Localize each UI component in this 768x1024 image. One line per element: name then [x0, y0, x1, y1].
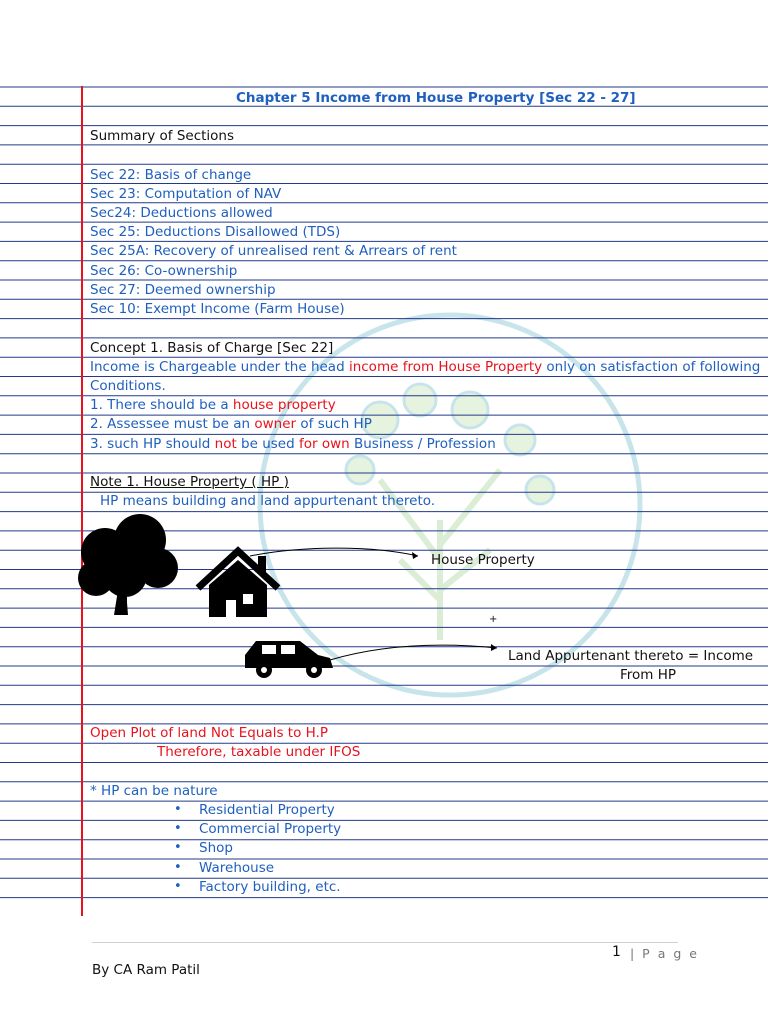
plus-marker: + — [489, 614, 498, 625]
note-text: HP means building and land appurtenant thereto. — [100, 493, 436, 509]
open-plot-line-1: Open Plot of land Not Equals to H.P — [90, 725, 328, 741]
page-number: 1 — [612, 944, 621, 960]
land-label-2: From HP — [620, 667, 677, 683]
section-item: Sec 25A: Recovery of unrealised rent & Arrears of rent — [90, 243, 457, 259]
nature-item: Factory building, etc. — [199, 879, 341, 895]
section-item: Sec 23: Computation of NAV — [90, 186, 282, 202]
condition-1: 1. There should be a house property — [90, 397, 336, 413]
bullet-icon: • — [174, 821, 182, 836]
concept-heading: Concept 1. Basis of Charge [Sec 22] — [90, 340, 334, 356]
house-property-label: House Property — [431, 552, 535, 568]
section-item: Sec 22: Basis of change — [90, 167, 252, 183]
house-arrow — [250, 548, 418, 556]
footer-divider — [92, 942, 678, 943]
car-icon — [245, 641, 333, 678]
concept-line-1: Income is Chargeable under the head income from House Property only on satisfaction of following — [90, 359, 761, 375]
nature-item: Warehouse — [199, 860, 275, 876]
author: By CA Ram Patil — [92, 962, 200, 978]
section-item: Sec 27: Deemed ownership — [90, 282, 276, 298]
condition-2: 2. Assessee must be an owner of such HP — [90, 416, 372, 432]
concept-line-2: Conditions. — [90, 378, 166, 394]
bullet-icon: • — [174, 840, 182, 855]
condition-3: 3. such HP should not be used for own Business / Profession — [90, 436, 496, 452]
section-item: Sec24: Deductions allowed — [90, 205, 273, 221]
page-title: Chapter 5 Income from House Property [Sec 22 - 27] — [236, 90, 636, 106]
nature-heading: * HP can be nature — [90, 783, 218, 799]
bullet-icon: • — [174, 860, 182, 875]
land-label-1: Land Appurtenant thereto = Income — [508, 648, 754, 664]
section-item: Sec 25: Deductions Disallowed (TDS) — [90, 224, 341, 240]
nature-item: Residential Property — [199, 802, 335, 818]
open-plot-line-2: Therefore, taxable under IFOS — [157, 744, 361, 760]
section-item: Sec 10: Exempt Income (Farm House) — [90, 301, 345, 317]
car-arrow — [330, 645, 497, 660]
page-word: | P a g e — [630, 946, 699, 961]
tree-icon — [78, 514, 178, 615]
summary-heading: Summary of Sections — [90, 128, 235, 144]
bullet-icon: • — [174, 802, 182, 817]
nature-item: Commercial Property — [199, 821, 342, 837]
house-icon — [198, 551, 278, 617]
bullet-icon: • — [174, 879, 182, 894]
nature-item: Shop — [199, 840, 233, 856]
section-item: Sec 26: Co-ownership — [90, 263, 238, 279]
note-heading: Note 1. House Property ( HP ) — [90, 474, 289, 490]
